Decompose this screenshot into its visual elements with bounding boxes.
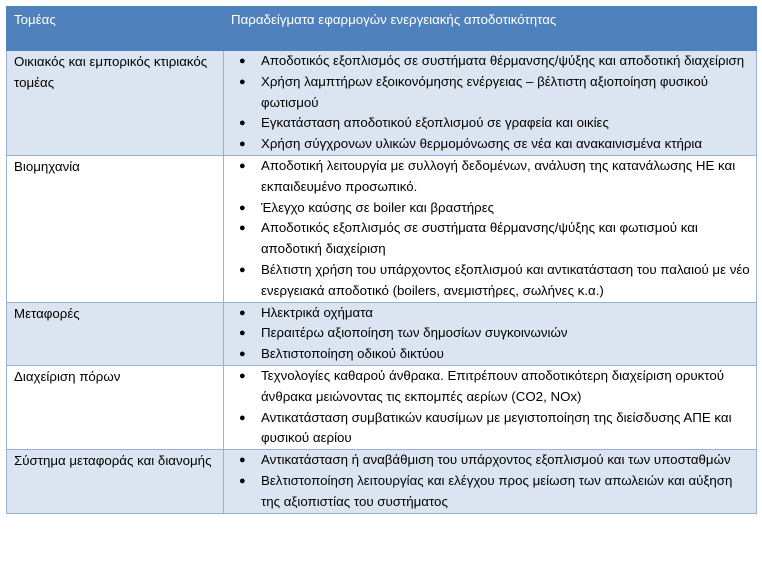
list-item (230, 344, 750, 365)
list-item (230, 156, 750, 198)
list-item-text: Χρήση σύγχρονων υλικών θερμομόνωσης σε νέα και ανακαινισμένα κτήρια (261, 136, 703, 152)
applications-list (230, 366, 750, 449)
list-item-text: Τεχνολογίες καθαρού άνθρακα. Επιτρέπουν αποδοτικότερη διαχείριση ορυκτού άνθρακα μειώνοντας τις εκπομπές αερίων (CO2, NOx) (261, 367, 725, 404)
table-row (7, 155, 757, 302)
list-item-text: Αποδοτικός εξοπλισμός σε συστήματα θέρμανσης/ψύξης και φωτισμού και αποδοτική διαχείριση (261, 220, 698, 257)
bullet-icon: ● (239, 411, 246, 424)
sector-cell: Οικιακός και εμπορικός κτιριακός τομέας (7, 51, 224, 156)
applications-list (230, 156, 750, 302)
list-item-text: Βέλτιστη χρήση του υπάρχοντος εξοπλισμού και αντικατάσταση του παλαιού με νέο ενεργειακά αποδοτικό (boilers, ανεμιστήρες, σωλήνες κ.α.) (261, 261, 750, 298)
header-sector: Τομέας (7, 7, 224, 51)
applications-cell (224, 302, 757, 365)
applications-cell (224, 51, 757, 156)
list-item-text: Αντικατάσταση ή αναβάθμιση του υπάρχοντος εξοπλισμού και των υποσταθμών (261, 452, 731, 468)
list-item-text: Εγκατάσταση αποδοτικού εξοπλισμού σε γραφεία και οικίες (261, 115, 609, 131)
applications-list (230, 51, 750, 155)
bullet-icon: ● (239, 306, 246, 319)
bullet-icon: ● (239, 454, 246, 467)
bullet-icon: ● (239, 138, 246, 151)
header-applications: Παραδείγματα εφαρμογών ενεργειακής αποδοτικότητας (224, 7, 757, 51)
list-item-text: Ηλεκτρικά οχήματα (261, 304, 373, 320)
bullet-icon: ● (239, 222, 246, 235)
bullet-icon: ● (239, 117, 246, 130)
list-item-text: Βελτιστοποίηση λειτουργίας και ελέγχου προς μείωση των απωλειών και αύξηση της αξιοπιστίας του συστήματος (261, 472, 733, 509)
bullet-icon: ● (239, 201, 246, 214)
bullet-icon: ● (239, 263, 246, 276)
table-row (7, 365, 757, 449)
bullet-icon: ● (239, 348, 246, 361)
list-item (230, 323, 750, 344)
list-item-text: Αποδοτική λειτουργία με συλλογή δεδομένων, ανάλυση της κατανάλωσης ΗΕ και εκπαιδευμένο προσωπικό. (261, 157, 736, 194)
list-item (230, 198, 750, 219)
list-item-text: Αντικατάσταση συμβατικών καυσίμων με μεγιστοποίηση της διείσδυσης ΑΠΕ και φυσικού αερίου (261, 409, 732, 446)
list-item-text: Έλεγχο καύσης σε boiler και βραστήρες (261, 199, 495, 215)
list-item-text: Περαιτέρω αξιοποίηση των δημοσίων συγκοινωνιών (261, 325, 568, 341)
table-row (7, 51, 757, 156)
list-item-text: Αποδοτικός εξοπλισμός σε συστήματα θέρμανσης/ψύξης και αποδοτική διαχείριση (261, 53, 745, 68)
applications-cell (224, 450, 757, 513)
bullet-icon: ● (239, 55, 246, 67)
list-item (230, 471, 750, 513)
list-item (230, 260, 750, 302)
bullet-icon: ● (239, 474, 246, 487)
applications-list (230, 450, 750, 512)
list-item (230, 450, 750, 471)
list-item (230, 72, 750, 114)
applications-cell (224, 155, 757, 302)
sector-cell: Διαχείριση πόρων (7, 365, 224, 449)
list-item (230, 408, 750, 450)
bullet-icon: ● (239, 369, 246, 382)
list-item (230, 303, 750, 324)
list-item (230, 51, 750, 72)
applications-list (230, 303, 750, 365)
table-row (7, 302, 757, 365)
list-item (230, 218, 750, 260)
list-item-text: Χρήση λαμπτήρων εξοικονόμησης ενέργειας – βέλτιστη αξιοποίηση φυσικού φωτισμού (261, 73, 709, 110)
table-header-row (7, 7, 757, 51)
bullet-icon: ● (239, 159, 246, 172)
list-item (230, 366, 750, 408)
applications-cell (224, 365, 757, 449)
sector-cell: Βιομηχανία (7, 155, 224, 302)
bullet-icon: ● (239, 75, 246, 88)
list-item (230, 113, 750, 134)
bullet-icon: ● (239, 327, 246, 340)
list-item (230, 134, 750, 155)
list-item-text: Βελτιστοποίηση οδικού δικτύου (261, 346, 444, 362)
sector-cell: Μεταφορές (7, 302, 224, 365)
energy-efficiency-table (6, 6, 757, 514)
table-row (7, 450, 757, 513)
sector-cell: Σύστημα μεταφοράς και διανομής (7, 450, 224, 513)
